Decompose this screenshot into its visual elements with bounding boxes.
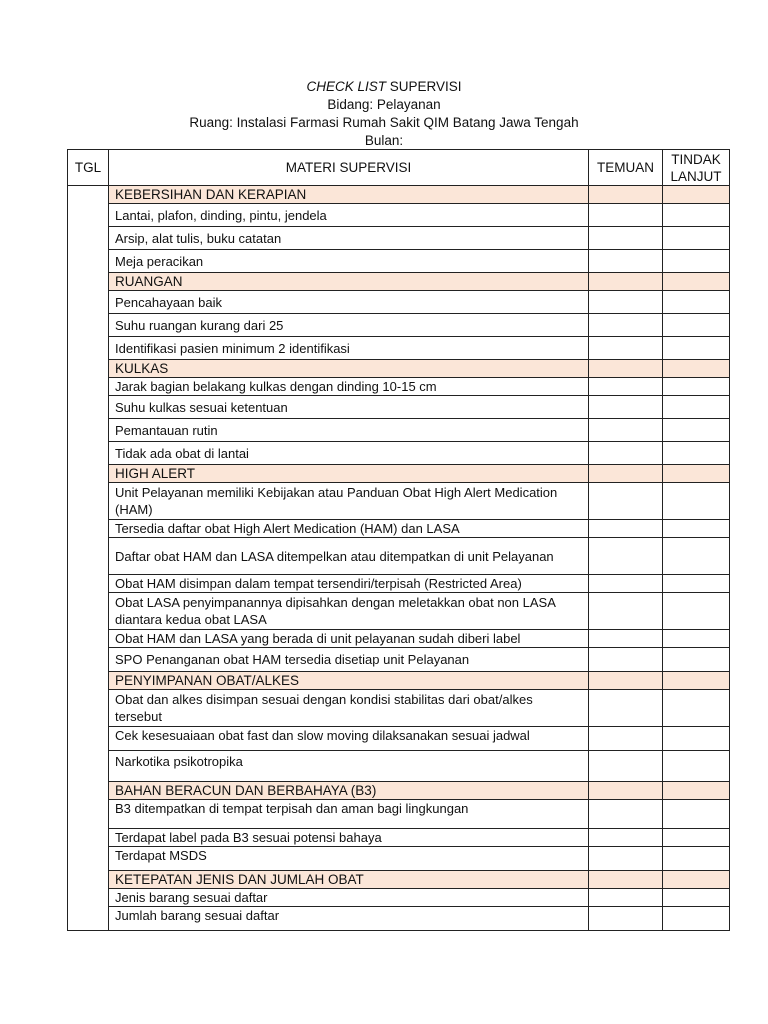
item-label: Suhu kulkas sesuai ketentuan [109,396,589,419]
tindak-lanjut-cell[interactable] [663,465,730,483]
table-row [68,204,730,227]
table-row [68,889,730,907]
temuan-cell[interactable] [589,273,663,291]
table-row [68,800,730,829]
tindak-lanjut-cell[interactable] [663,907,730,931]
table-row [68,690,730,727]
temuan-cell[interactable] [589,800,663,829]
item-label: Tersedia daftar obat High Alert Medication (HAM) dan LASA [109,520,589,538]
table-row [68,907,730,931]
tindak-lanjut-cell[interactable] [663,672,730,690]
tindak-lanjut-cell[interactable] [663,483,730,520]
table-row [68,442,730,465]
table-row [68,648,730,672]
section-title: HIGH ALERT [109,465,589,483]
title-italic: CHECK LIST [306,79,386,94]
temuan-cell[interactable] [589,575,663,593]
item-label: Obat HAM dan LASA yang berada di unit pelayanan sudah diberi label [109,630,589,648]
temuan-cell[interactable] [589,871,663,889]
temuan-cell[interactable] [589,314,663,337]
section-row [68,186,730,204]
item-label: Narkotika psikotropika [109,751,589,782]
temuan-cell[interactable] [589,907,663,931]
table-row [68,538,730,575]
temuan-cell[interactable] [589,593,663,630]
section-row [68,360,730,378]
table-row [68,520,730,538]
tindak-lanjut-cell[interactable] [663,337,730,360]
temuan-cell[interactable] [589,690,663,727]
item-label: Pencahayaan baik [109,291,589,314]
tindak-lanjut-cell[interactable] [663,360,730,378]
table-row [68,291,730,314]
tindak-lanjut-cell[interactable] [663,314,730,337]
tindak-lanjut-cell[interactable] [663,593,730,630]
tindak-lanjut-cell[interactable] [663,690,730,727]
temuan-cell[interactable] [589,227,663,250]
table-row [68,419,730,442]
item-label: Obat HAM disimpan dalam tempat tersendiri/terpisah (Restricted Area) [109,575,589,593]
table-row [68,483,730,520]
temuan-cell[interactable] [589,672,663,690]
tindak-lanjut-cell[interactable] [663,648,730,672]
item-label: Arsip, alat tulis, buku catatan [109,227,589,250]
temuan-cell[interactable] [589,186,663,204]
item-label: Daftar obat HAM dan LASA ditempelkan atau ditempatkan di unit Pelayanan [109,538,589,575]
item-label: Terdapat label pada B3 sesuai potensi bahaya [109,829,589,847]
tindak-lanjut-cell[interactable] [663,396,730,419]
tindak-lanjut-cell[interactable] [663,186,730,204]
table-row [68,829,730,847]
section-title: RUANGAN [109,273,589,291]
tindak-lanjut-cell[interactable] [663,630,730,648]
supervision-checklist-table [67,149,730,931]
table-row [68,727,730,751]
section-title: KEBERSIHAN DAN KERAPIAN [109,186,589,204]
item-label: Tidak ada obat di lantai [109,442,589,465]
temuan-cell[interactable] [589,782,663,800]
tindak-lanjut-cell[interactable] [663,800,730,829]
tindak-lanjut-cell[interactable] [663,782,730,800]
temuan-cell[interactable] [589,630,663,648]
temuan-cell[interactable] [589,204,663,227]
tgl-cell[interactable] [68,186,109,931]
tindak-lanjut-cell[interactable] [663,204,730,227]
col-header-tindak-lanjut: TINDAK LANJUT [663,150,730,186]
section-row [68,465,730,483]
item-label: Identifikasi pasien minimum 2 identifikasi [109,337,589,360]
temuan-cell[interactable] [589,465,663,483]
tindak-lanjut-cell[interactable] [663,250,730,273]
temuan-cell[interactable] [589,538,663,575]
tindak-lanjut-cell[interactable] [663,538,730,575]
item-label: Lantai, plafon, dinding, pintu, jendela [109,204,589,227]
col-header-tgl: TGL [68,150,109,186]
bidang-line: Bidang: Pelayanan [327,97,441,112]
table-header-row [68,150,730,186]
tindak-lanjut-cell[interactable] [663,751,730,782]
temuan-cell[interactable] [589,291,663,314]
table-row [68,227,730,250]
tindak-lanjut-cell[interactable] [663,575,730,593]
tindak-lanjut-cell[interactable] [663,273,730,291]
item-label: Obat LASA penyimpanannya dipisahkan dengan meletakkan obat non LASA diantara kedua obat LASA [109,593,589,630]
table-row [68,250,730,273]
table-row [68,847,730,871]
table-row [68,630,730,648]
tindak-lanjut-cell[interactable] [663,520,730,538]
temuan-cell[interactable] [589,396,663,419]
col-header-materi: MATERI SUPERVISI [109,150,589,186]
tindak-lanjut-cell[interactable] [663,829,730,847]
table-row [68,378,730,396]
temuan-cell[interactable] [589,483,663,520]
temuan-cell[interactable] [589,727,663,751]
item-label: Meja peracikan [109,250,589,273]
tindak-lanjut-cell[interactable] [663,889,730,907]
tindak-lanjut-cell[interactable] [663,727,730,751]
temuan-cell[interactable] [589,360,663,378]
tindak-lanjut-cell[interactable] [663,847,730,871]
temuan-cell[interactable] [589,419,663,442]
temuan-cell[interactable] [589,829,663,847]
section-row [68,273,730,291]
ruang-line: Ruang: Instalasi Farmasi Rumah Sakit QIM Batang Jawa Tengah [189,115,579,130]
section-row [68,672,730,690]
item-label: Jenis barang sesuai daftar [109,889,589,907]
table-row [68,593,730,630]
tindak-lanjut-cell[interactable] [663,378,730,396]
temuan-cell[interactable] [589,250,663,273]
item-label: Pemantauan rutin [109,419,589,442]
tindak-lanjut-cell[interactable] [663,442,730,465]
temuan-cell[interactable] [589,648,663,672]
section-title: PENYIMPANAN OBAT/ALKES [109,672,589,690]
section-title: KETEPATAN JENIS DAN JUMLAH OBAT [109,871,589,889]
section-title: BAHAN BERACUN DAN BERBAHAYA (B3) [109,782,589,800]
temuan-cell[interactable] [589,520,663,538]
document-title [0,78,768,96]
temuan-cell[interactable] [589,337,663,360]
section-row [68,782,730,800]
table-row [68,314,730,337]
item-label: Obat dan alkes disimpan sesuai dengan kondisi stabilitas dari obat/alkes tersebut [109,690,589,727]
temuan-cell[interactable] [589,378,663,396]
item-label: Unit Pelayanan memiliki Kebijakan atau Panduan Obat High Alert Medication (HAM) [109,483,589,520]
item-label: Jumlah barang sesuai daftar [109,907,589,931]
document-header [0,78,768,150]
section-row [68,871,730,889]
temuan-cell[interactable] [589,889,663,907]
item-label: B3 ditempatkan di tempat terpisah dan aman bagi lingkungan [109,800,589,829]
item-label: Terdapat MSDS [109,847,589,871]
section-title: KULKAS [109,360,589,378]
item-label: Jarak bagian belakang kulkas dengan dinding 10-15 cm [109,378,589,396]
tindak-lanjut-cell[interactable] [663,291,730,314]
title-rest: SUPERVISI [389,79,462,94]
item-label: Cek kesesuaiaan obat fast dan slow moving dilaksanakan sesuai jadwal [109,727,589,751]
table-row [68,575,730,593]
temuan-cell[interactable] [589,847,663,871]
tindak-lanjut-cell[interactable] [663,871,730,889]
temuan-cell[interactable] [589,751,663,782]
item-label: SPO Penanganan obat HAM tersedia disetiap unit Pelayanan [109,648,589,672]
table-row [68,396,730,419]
item-label: Suhu ruangan kurang dari 25 [109,314,589,337]
tindak-lanjut-cell[interactable] [663,419,730,442]
temuan-cell[interactable] [589,442,663,465]
table-row [68,337,730,360]
bulan-line: Bulan: [364,133,404,148]
table-row [68,751,730,782]
col-header-temuan: TEMUAN [589,150,663,186]
tindak-lanjut-cell[interactable] [663,227,730,250]
